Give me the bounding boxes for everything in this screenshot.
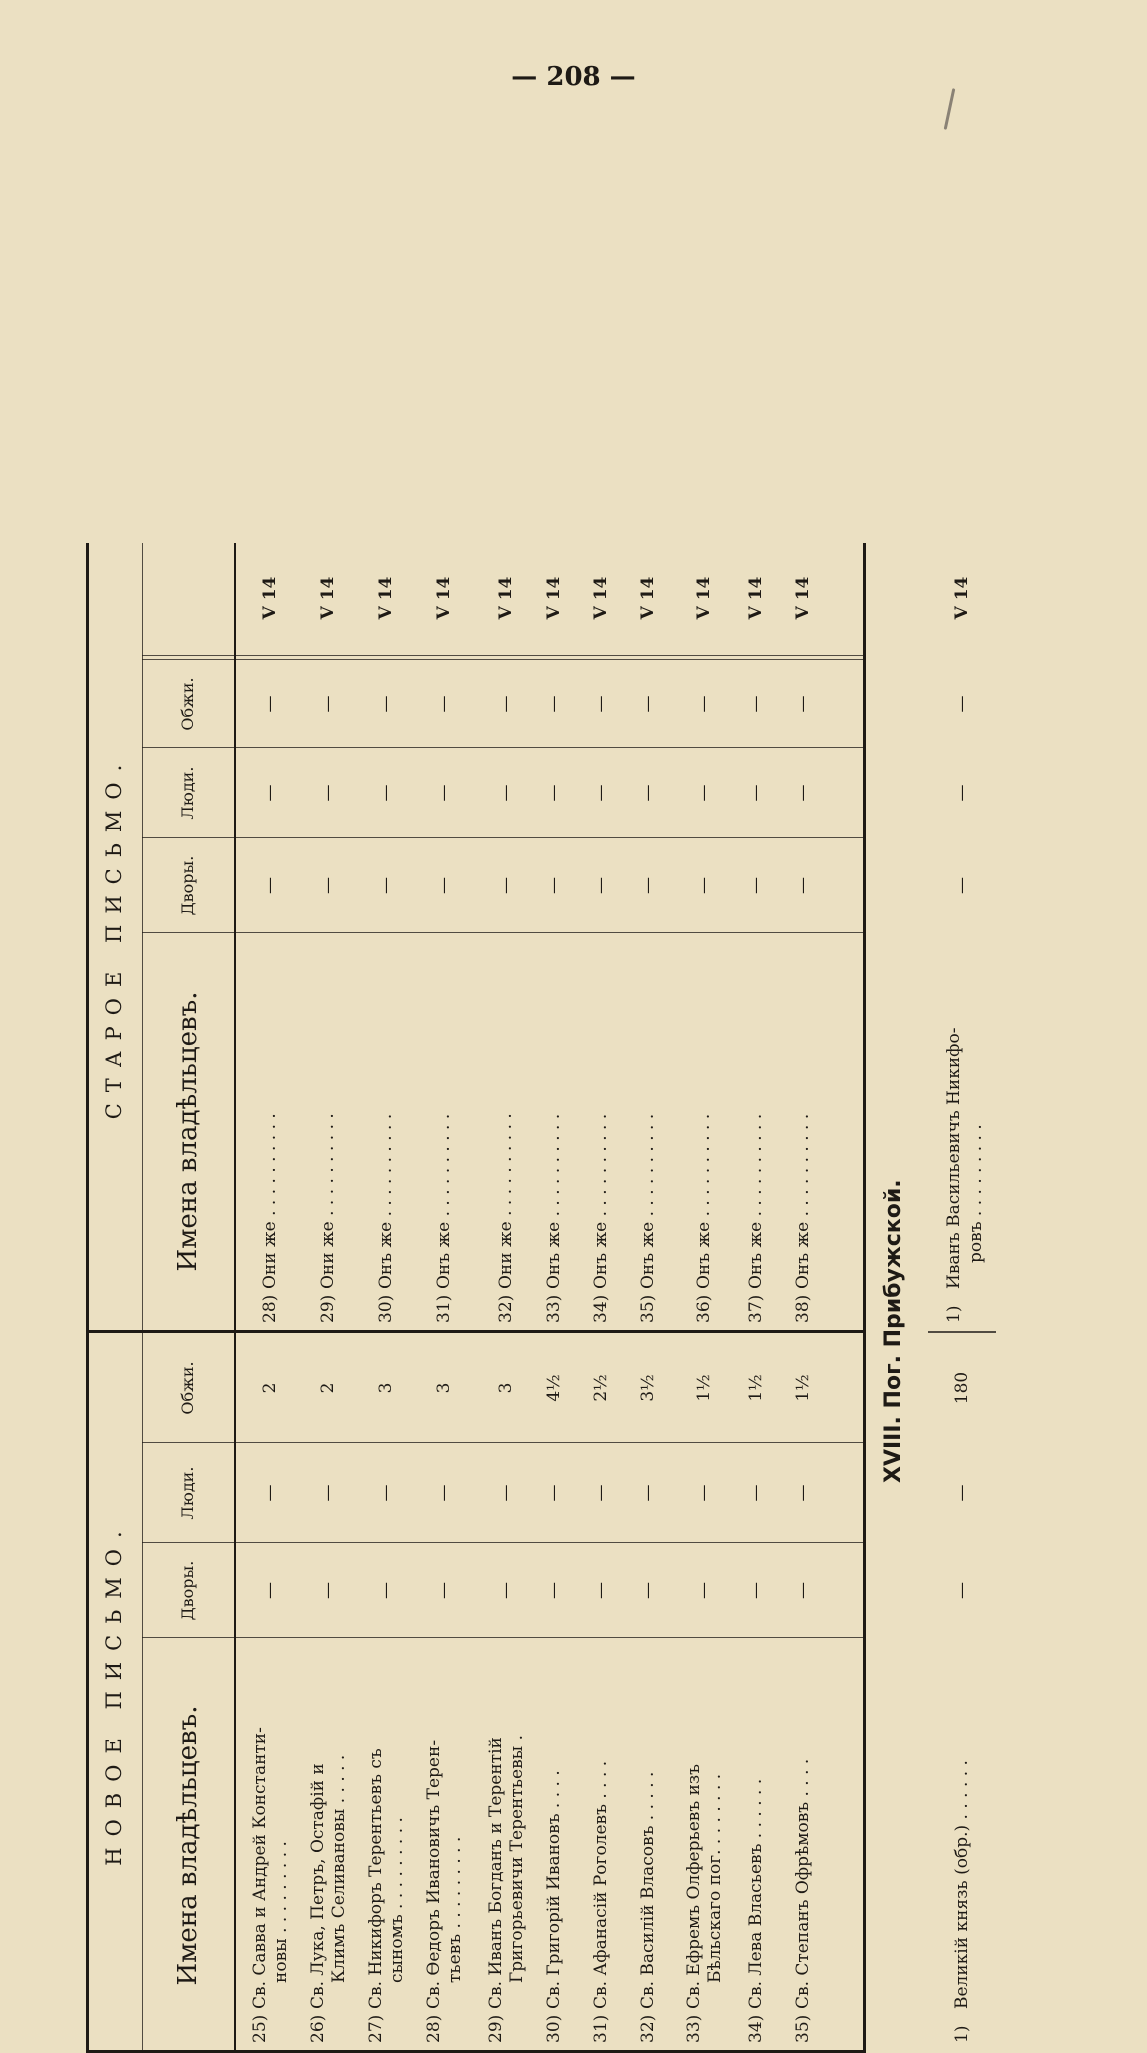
row-num: 30) (544, 2014, 564, 2043)
old-dvory-value: — (544, 877, 564, 894)
rotated-table (86, 543, 996, 2053)
col-sep (142, 655, 866, 656)
volume-ref: V 14 (376, 576, 396, 620)
section-row-new-name: Великій князь (обр.) . . . . . . (952, 1760, 972, 2009)
new-obzhi-value: 1½ (793, 1374, 813, 1402)
old-dvory-value: — (793, 877, 813, 894)
new-obzhi-value: 3 (434, 1382, 454, 1394)
old-row-num: 29) (318, 1294, 338, 1323)
old-owner-name: Онъ же . . . . . . . . . . (746, 1113, 766, 1289)
new-dvory-value: — (318, 1582, 338, 1599)
new-dvory-value: — (591, 1582, 611, 1599)
section-row-old-num: 1) (944, 1305, 964, 1323)
old-lyudi-header: Люди. (178, 766, 197, 820)
row-num: 27) (366, 2014, 386, 2043)
owner-name: Климъ Селивановы . . . . . (329, 1754, 349, 1983)
old-owner-name: Онъ же . . . . . . . . . . (694, 1113, 714, 1289)
old-dvory-value: — (746, 877, 766, 894)
old-obzhi-value: — (434, 695, 454, 713)
old-owner-name: Онъ же . . . . . . . . . . (793, 1113, 813, 1289)
row-num: 25) (250, 2014, 270, 2043)
new-obzhi-value: 2 (318, 1382, 338, 1394)
section-row-old-obzhi: — (952, 695, 972, 713)
section-row-old-name-2: ровъ . . . . . . . . . (966, 1124, 986, 1263)
section-row-new-lyudi: — (952, 1484, 972, 1502)
old-dvory-value: — (496, 877, 516, 894)
owner-name: Св. Никифоръ Терентьевъ съ (366, 1748, 386, 2009)
old-lyudi-value: — (376, 784, 396, 802)
old-owner-name: Онъ же . . . . . . . . . . (638, 1113, 658, 1289)
new-obzhi-value: 2 (260, 1382, 280, 1394)
owner-name: Св. Ефремъ Олферьевъ изъ (684, 1764, 704, 2009)
old-obzhi-value: — (260, 695, 280, 713)
old-row-num: 31) (434, 1294, 454, 1323)
section-row-old-lyudi: — (952, 784, 972, 802)
old-owner-name: Они же . . . . . . . . . . (260, 1113, 280, 1289)
new-dvory-value: — (434, 1582, 454, 1599)
old-row-num: 35) (638, 1294, 658, 1323)
new-dvory-value: — (638, 1582, 658, 1599)
new-dvory-value: — (496, 1582, 516, 1599)
new-lyudi-value: — (544, 1484, 564, 1502)
old-dvory-header: Дворы. (178, 855, 197, 916)
old-lyudi-value: — (746, 784, 766, 802)
old-obzhi-value: — (694, 695, 714, 713)
old-dvory-value: — (434, 877, 454, 894)
owner-name: тьевъ . . . . . . . . . (445, 1836, 465, 1983)
section-row-old-dvory: — (952, 877, 972, 894)
new-dvory-value: — (746, 1582, 766, 1599)
old-row-num: 36) (694, 1294, 714, 1323)
new-lyudi-value: — (318, 1484, 338, 1502)
old-obzhi-header: Обжи. (178, 677, 197, 731)
new-obzhi-header: Обжи. (178, 1361, 197, 1415)
pencil-mark (944, 88, 956, 130)
owner-name: Св. Ѳедоръ Ивановичъ Терен- (424, 1739, 444, 2009)
row-num: 33) (684, 2014, 704, 2043)
old-lyudi-value: — (694, 784, 714, 802)
owner-name: Св. Лева Власьевъ . . . . . . (746, 1778, 766, 2009)
page-number: — 208 — (511, 62, 636, 92)
new-lyudi-value: — (694, 1484, 714, 1502)
old-obzhi-value: — (591, 695, 611, 713)
new-lyudi-value: — (591, 1484, 611, 1502)
old-owner-name: Онъ же . . . . . . . . . . (591, 1113, 611, 1289)
old-dvory-value: — (260, 877, 280, 894)
new-dvory-value: — (793, 1582, 813, 1599)
old-owner-name: Они же . . . . . . . . . . (318, 1113, 338, 1289)
new-lyudi-header: Люди. (178, 1466, 197, 1520)
row-num: 29) (486, 2014, 506, 2043)
owner-name: Св. Лука, Петръ, Остафій и (308, 1763, 328, 2009)
new-dvory-value: — (260, 1582, 280, 1599)
old-obzhi-value: — (544, 695, 564, 713)
old-lyudi-value: — (260, 784, 280, 802)
row-num: 28) (424, 2014, 444, 2043)
old-dvory-value: — (318, 877, 338, 894)
owner-name: Св. Афанасій Роголевъ . . . . (591, 1760, 611, 2009)
new-obzhi-value: 1½ (746, 1374, 766, 1402)
old-dvory-value: — (376, 877, 396, 894)
owner-name: Св. Иванъ Богданъ и Терентій (486, 1737, 506, 2009)
section-row-new-dvory: — (952, 1582, 972, 1599)
old-lyudi-value: — (793, 784, 813, 802)
old-obzhi-value: — (746, 695, 766, 713)
new-lyudi-value: — (434, 1484, 454, 1502)
volume-ref: V 14 (260, 576, 280, 620)
new-obzhi-value: 1½ (694, 1374, 714, 1402)
new-dvory-header: Дворы. (178, 1560, 197, 1621)
row-num: 26) (308, 2014, 328, 2043)
section-row-new-obzhi: 180 (952, 1371, 972, 1405)
section-divider (928, 1331, 996, 1333)
old-lyudi-value: — (544, 784, 564, 802)
old-lyudi-value: — (496, 784, 516, 802)
old-letter-title: СТАРОЕ ПИСЬМО. (102, 753, 126, 1120)
old-dvory-value: — (638, 877, 658, 894)
old-obzhi-value: — (318, 695, 338, 713)
volume-ref: V 14 (591, 576, 611, 620)
row-num: 34) (746, 2014, 766, 2043)
owner-name: Григорьевичи Терентьевы . (507, 1735, 527, 1983)
volume-ref: V 14 (318, 576, 338, 620)
owner-name: Св. Василій Власовъ . . . . . (638, 1771, 658, 2009)
new-obzhi-value: 2½ (591, 1374, 611, 1402)
volume-ref: V 14 (496, 576, 516, 620)
new-obzhi-value: 4½ (544, 1374, 564, 1402)
old-lyudi-value: — (638, 784, 658, 802)
new-lyudi-value: — (496, 1484, 516, 1502)
new-lyudi-value: — (376, 1484, 396, 1502)
new-obzhi-value: 3½ (638, 1374, 658, 1402)
owner-name: сыномъ . . . . . . . . . (387, 1817, 407, 1983)
old-lyudi-value: — (591, 784, 611, 802)
old-lyudi-value: — (434, 784, 454, 802)
table-root (86, 543, 996, 2053)
new-obzhi-value: 3 (376, 1382, 396, 1394)
new-lyudi-value: — (793, 1484, 813, 1502)
volume-ref: V 14 (793, 576, 813, 620)
old-row-num: 28) (260, 1294, 280, 1323)
new-lyudi-value: — (260, 1484, 280, 1502)
new-dvory-value: — (376, 1582, 396, 1599)
volume-ref: V 14 (694, 576, 714, 620)
old-obzhi-value: — (793, 695, 813, 713)
new-names-header: Имена владѣльцевъ. (173, 1705, 203, 1986)
old-row-num: 33) (544, 1294, 564, 1323)
old-dvory-value: — (694, 877, 714, 894)
old-dvory-value: — (591, 877, 611, 894)
section-row-num: 1) (952, 2025, 972, 2043)
old-obzhi-value: — (376, 695, 396, 713)
old-row-num: 38) (793, 1294, 813, 1323)
volume-ref: V 14 (638, 576, 658, 620)
old-lyudi-value: — (318, 784, 338, 802)
row-num: 31) (591, 2014, 611, 2043)
owner-name: Св. Григорій Ивановъ . . . . (544, 1770, 564, 2009)
section-row-old-name-1: Иванъ Васильевичъ Никифо- (944, 1027, 964, 1289)
old-owner-name: Онъ же . . . . . . . . . . (376, 1113, 396, 1289)
old-row-num: 32) (496, 1294, 516, 1323)
old-owner-name: Они же . . . . . . . . . . (496, 1113, 516, 1289)
owner-name: Бѣльскаго пог. . . . . . . . (705, 1773, 725, 1983)
old-row-num: 37) (746, 1294, 766, 1323)
old-row-num: 30) (376, 1294, 396, 1323)
title-rule (142, 543, 143, 2053)
old-obzhi-value: — (638, 695, 658, 713)
section-heading: XVIII. Пог. Прибужской. (881, 1179, 906, 1483)
volume-ref: V 14 (544, 576, 564, 620)
new-dvory-value: — (544, 1582, 564, 1599)
new-lyudi-value: — (746, 1484, 766, 1502)
header-rule (234, 543, 236, 2053)
new-dvory-value: — (694, 1582, 714, 1599)
section-row-volume: V 14 (952, 576, 972, 620)
old-names-header: Имена владѣльцевъ. (173, 991, 203, 1272)
old-obzhi-value: — (496, 695, 516, 713)
old-owner-name: Онъ же . . . . . . . . . . (544, 1113, 564, 1289)
old-owner-name: Онъ же . . . . . . . . . . (434, 1113, 454, 1289)
volume-ref: V 14 (746, 576, 766, 620)
owner-name: Св. Степанъ Офрѣмовъ . . . . (793, 1758, 813, 2009)
new-obzhi-value: 3 (496, 1382, 516, 1394)
row-num: 32) (638, 2014, 658, 2043)
new-lyudi-value: — (638, 1484, 658, 1502)
new-letter-title: НОВОЕ ПИСЬМО. (102, 1520, 126, 1866)
volume-ref: V 14 (434, 576, 454, 620)
row-num: 35) (793, 2014, 813, 2043)
owner-name: Св. Савва и Андрей Константи- (250, 1727, 270, 2009)
old-row-num: 34) (591, 1294, 611, 1323)
owner-name: новы . . . . . . . . . (271, 1841, 291, 1983)
